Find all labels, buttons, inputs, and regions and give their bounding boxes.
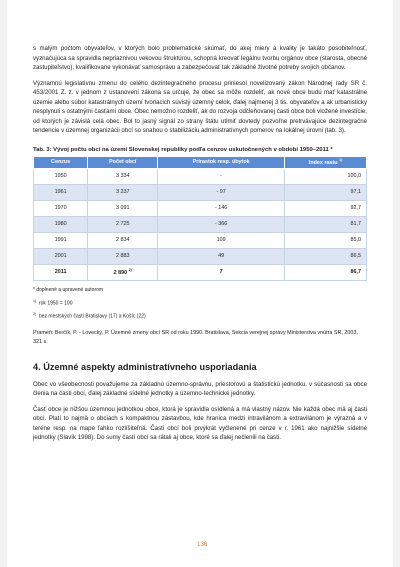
cell-census: 1950 <box>34 168 88 184</box>
body-paragraph: Časť obce je nižšou územnou jednotkou obce, ktorá je spravidla osídlená a má vlastný názov. Nie každá obec má aj časti obcí. Platí to najmä o obciach s kompaktnou zástavbou, kde hranica medzi intravilánom a extravilánom je výrazná a v teréne resp. na mape ľahko rozlíšiteľná. Časti obcí boli prvýkrát vyčlenené pri cenze v r. 1961 ako najnižšie sídelné jednotky (Slavík 1998). Do sumy častí obcí sa rátali aj obce, ktoré sa ďalej nečlenili na časti. <box>33 405 367 442</box>
table-total-row <box>34 264 367 280</box>
cell-census: 1961 <box>34 184 88 200</box>
cell-count: 2 834 <box>88 232 158 248</box>
cell-census: 2011 <box>34 264 88 280</box>
cell-index: 86,5 <box>285 248 367 264</box>
header-census: Cenzus <box>34 156 88 168</box>
page-content <box>33 44 367 449</box>
table-row <box>34 216 367 232</box>
cell-index: 81,7 <box>285 216 367 232</box>
table-caption: Tab. 3: Vývoj počtu obcí na území Slovenskej republiky podľa cenzov uskutočnených v období 1950–2011 * <box>33 146 333 153</box>
footnote-2: $^{2)}$ bez mestských častí Bratislavy (17) a Košíc (22) <box>33 312 146 320</box>
cell-change: - 366 <box>158 216 285 232</box>
cell-census: 1970 <box>34 200 88 216</box>
table-row <box>34 200 367 216</box>
cell-count: 2 883 <box>88 248 158 264</box>
table-note-adapted: * doplnené a upravené autorom <box>33 286 104 293</box>
body-paragraph: s malým počtom obyvateľov, v ktorých bolo problematické skúmať, do akej miery a kvality je takáto posobiteľnosť, vyznačujúca sa spravidla nepriaznivou vekovou štruktúrou, schopná kreovať legálnu tvorbu orgánov obce (starosta, obecné zastupiteľstvo), kvalifikovane vykonávať samosprávu a zabezpečovať tak základné životné potreby svojich občanov. <box>33 45 367 71</box>
table-row <box>34 184 367 200</box>
cell-index: 86,7 <box>285 264 367 280</box>
cell-index: 100,0 <box>285 168 367 184</box>
cell-count: 3 091 <box>88 200 158 216</box>
cell-change: - 97 <box>158 184 285 200</box>
table-row <box>34 232 367 248</box>
cell-change: 49 <box>158 248 285 264</box>
header-change: Prírastok resp. úbytok <box>158 156 285 168</box>
cell-index: 85,0 <box>285 232 367 248</box>
table-row <box>34 168 367 184</box>
header-growth-index: Index rastu $^{1)}$ <box>285 156 367 168</box>
cell-count: 2 725 <box>88 216 158 232</box>
body-paragraph: Obec vo všeobecnosti považujeme za základnú územno-správnu, priestorovú a štatistickú jednotku. v súčasnosti sa obce členia na časti obcí, ďalej základné sídelné jednotky a územno-technické jednotky. <box>33 380 367 398</box>
footnote-1: $^{1)}$ rok 1950 = 100 <box>33 298 73 307</box>
header-municipality-count: Počet obcí <box>88 156 158 168</box>
cell-change: - 146 <box>158 200 285 216</box>
cell-census: 1991 <box>34 232 88 248</box>
cell-count: 3 334 <box>88 168 158 184</box>
cell-census: 2001 <box>34 248 88 264</box>
cell-census: 1980 <box>34 216 88 232</box>
cell-change: - <box>158 168 285 184</box>
cell-change: 7 <box>158 264 285 280</box>
cell-change: 109 <box>158 232 285 248</box>
cell-index: 92,7 <box>285 200 367 216</box>
table-row <box>34 248 367 264</box>
cell-count: 2 890 $^{2)}$ <box>88 264 158 280</box>
table-header-row <box>34 156 367 168</box>
document-page <box>7 0 393 567</box>
cell-count: 3 237 <box>88 184 158 200</box>
page-number: 136 <box>197 541 208 548</box>
table-source: Prameň: Berčík, P. - Lovecký, P. Územné zmeny obcí SR od roku 1990. Bratislava, Sekcia verejnej správy Ministerstva vnútra SR, 2003, 321 s. <box>33 329 358 346</box>
cell-index: 97,1 <box>285 184 367 200</box>
section-heading: 4. Územné aspekty administratívneho usporiadania <box>33 361 257 372</box>
census-table <box>33 156 367 281</box>
body-paragraph: Významnú legislatívnu zmenu do celého dezintegračného procesu priniesol novelizovaný zákon Národnej rady SR č. 453/2001 Z. z. v jednom z ustanovení zákona sa určuje, že obec sa môže rozdeliť, ak nové obce budú mať katastrálne územie alebo súbor katastrálnych území tvoriacich súvislý územný celok, ďalej najmenej 3 tis. obyvateľov a ak urbanisticky nesplynuli s ostatnými časťami obce. Obec nemožno rozdeliť, ak do rozvoja odčleňovanej časti obce boli vložené investície, od ktorých je závislá celá obec. Bol to jasný signál zo strany štátu utlmiť dovtedy pozvoľne pretrvávajúce dezintegračné tendencie v územnej organizácii obcí so snahou o stabilizáciu administratívnych pomerov na lokálnej úrovni (tab. 3). <box>33 79 367 134</box>
